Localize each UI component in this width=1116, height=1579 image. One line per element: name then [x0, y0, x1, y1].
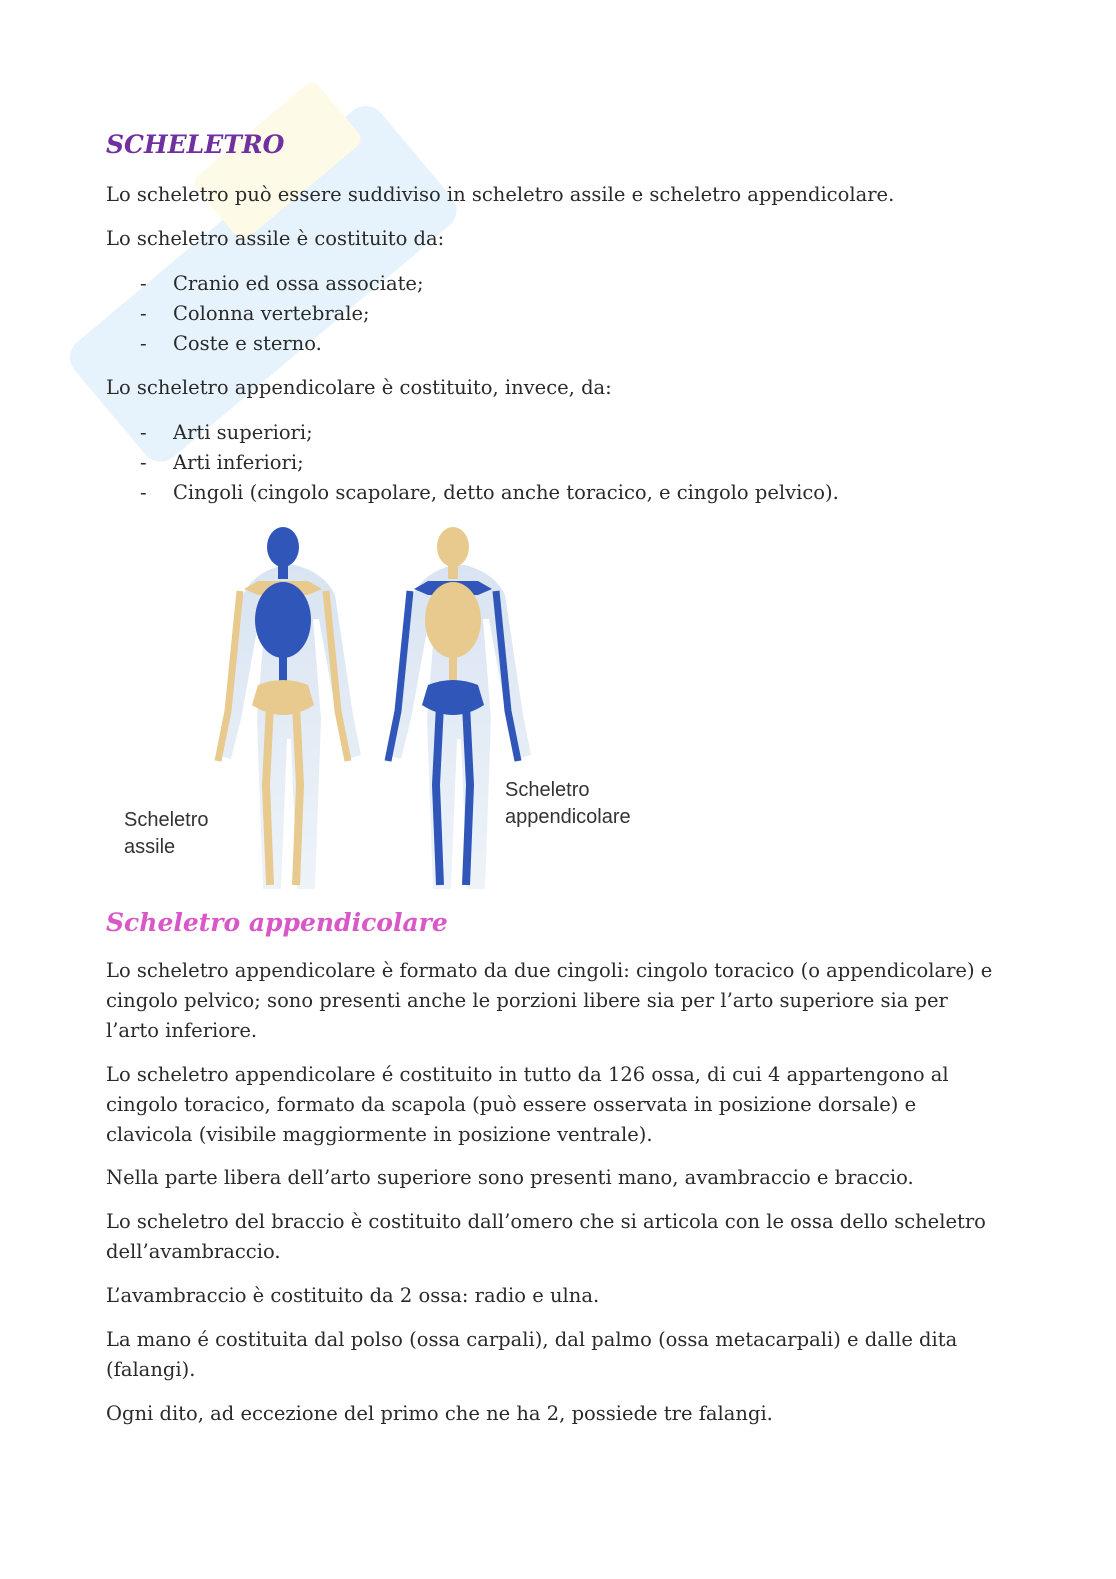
paragraph: Nella parte libera dell’arto superiore sono presenti mano, avambraccio e braccio. — [106, 1166, 914, 1189]
appendicular-skeleton-icon — [387, 527, 531, 889]
list-item: - Colonna vertebrale; — [140, 299, 424, 329]
paragraph: Ogni dito, ad eccezione del primo che ne ha 2, possiede tre falangi. — [106, 1402, 773, 1425]
label-scheletro-appendicolare — [505, 777, 631, 831]
list-item: - Cingoli (cingolo scapolare, detto anche toracico, e cingolo pelvico). — [140, 478, 839, 508]
intro-paragraph: Lo scheletro può essere suddiviso in scheletro assile e scheletro appendicolare. — [106, 183, 895, 206]
paragraph: Lo scheletro del braccio è costituito dall’omero che si articola con le ossa dello scheletro dell’avambraccio. — [106, 1210, 986, 1263]
label-scheletro-assile — [124, 807, 209, 861]
list-item: - Coste e sterno. — [140, 329, 424, 359]
paragraph: Lo scheletro appendicolare è formato da due cingoli: cingolo toracico (o appendicolare) e cingolo pelvico; sono presenti anche le porzioni libere sia per l’arto superiore sia per l’arto inferiore. — [106, 959, 993, 1042]
appendicolare-intro: Lo scheletro appendicolare è costituito, invece, da: — [106, 376, 612, 399]
section-title: Scheletro appendicolare — [106, 908, 448, 937]
list-item: - Arti superiori; — [140, 418, 839, 448]
assile-list — [140, 269, 424, 359]
label-line: appendicolare — [505, 806, 631, 828]
list-item: - Cranio ed ossa associate; — [140, 269, 424, 299]
label-line: Scheletro — [124, 809, 209, 831]
list-item: - Arti inferiori; — [140, 448, 839, 478]
appendicolare-list — [140, 418, 839, 508]
axial-skeleton-icon — [217, 527, 361, 889]
paragraph: Lo scheletro appendicolare é costituito in tutto da 126 ossa, di cui 4 appartengono al cingolo toracico, formato da scapola (può essere osservata in posizione dorsale) e clavicola (visibile maggiormente in posizione ventrale). — [106, 1063, 949, 1146]
skeleton-figure — [118, 525, 678, 895]
paragraph: L’avambraccio è costituito da 2 ossa: radio e ulna. — [106, 1284, 600, 1307]
page-title: SCHELETRO — [106, 130, 285, 159]
assile-intro: Lo scheletro assile è costituito da: — [106, 227, 445, 250]
paragraph: La mano é costituita dal polso (ossa carpali), dal palmo (ossa metacarpali) e dalle dita (falangi). — [106, 1328, 958, 1381]
label-line: assile — [124, 836, 176, 858]
label-line: Scheletro — [505, 779, 590, 801]
